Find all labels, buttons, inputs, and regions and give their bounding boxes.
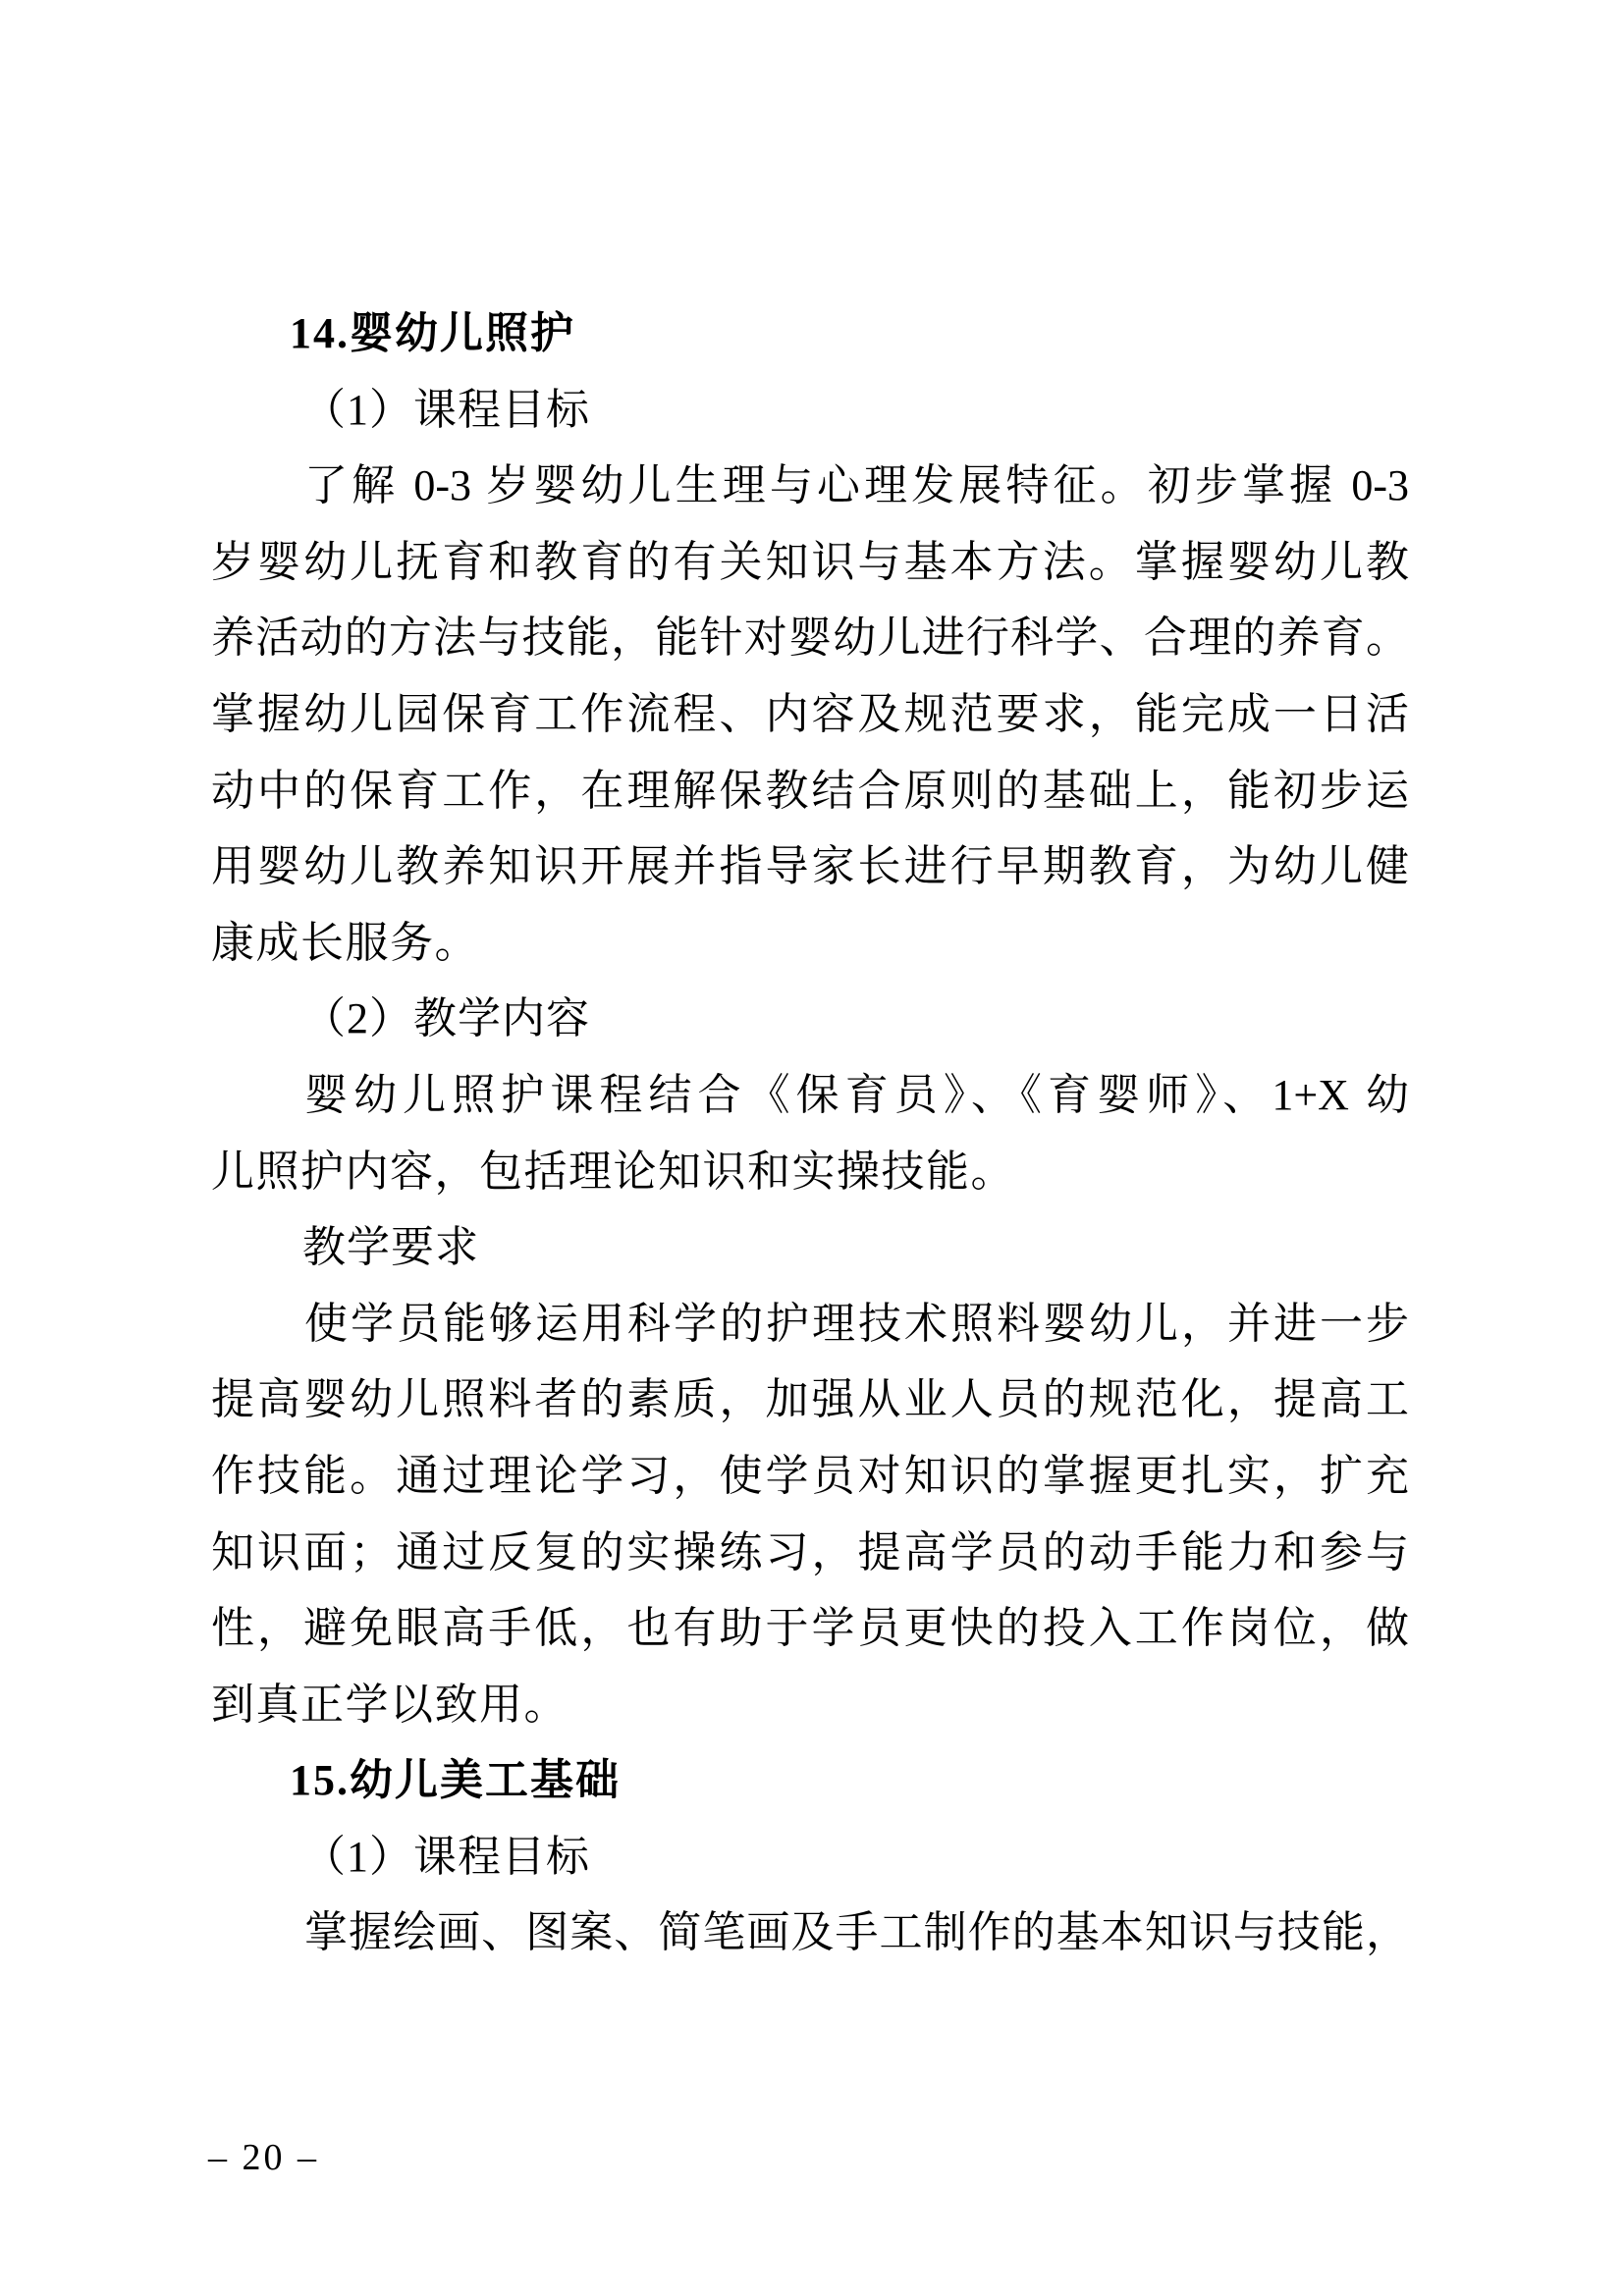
- text-line: 掌握绘画、图案、简笔画及手工制作的基本知识与技能，: [304, 1908, 1409, 1957]
- text-line: 提高婴幼儿照料者的素质，加强从业人员的规范化，提高工: [211, 1375, 1409, 1424]
- text-line: 养活动的方法与技能，能针对婴幼儿进行科学、合理的养育。: [211, 614, 1409, 663]
- subheading-teaching-requirements: 教学要求: [302, 1223, 479, 1272]
- section-heading-14: 14.婴幼儿照护: [290, 309, 575, 357]
- text-line: 动中的保育工作，在理解保教结合原则的基础上，能初步运: [211, 766, 1409, 815]
- document-body: [211, 295, 1409, 1971]
- text-line: 了解 0-3 岁婴幼儿生理与心理发展特征。初步掌握 0-3: [304, 461, 1409, 510]
- text-line: 康成长服务。: [211, 918, 479, 967]
- text-line: 知识面；通过反复的实操练习，提高学员的动手能力和参与: [211, 1527, 1409, 1576]
- text-line: 岁婴幼儿抚育和教育的有关知识与基本方法。掌握婴幼儿教: [211, 537, 1409, 586]
- section-heading-15: 15.幼儿美工基础: [290, 1756, 621, 1805]
- page-number: – 20 –: [208, 2137, 319, 2178]
- subheading-course-goal: （1）课程目标: [302, 1832, 590, 1881]
- text-line: 性，避免眼高手低，也有助于学员更快的投入工作岗位，做: [211, 1604, 1409, 1653]
- text-line: 儿照护内容，包括理论知识和实操技能。: [211, 1147, 1015, 1196]
- text-line: 用婴幼儿教养知识开展并指导家长进行早期教育，为幼儿健: [211, 842, 1409, 891]
- text-line: 使学员能够运用科学的护理技术照料婴幼儿，并进一步: [304, 1299, 1409, 1348]
- text-line: 掌握幼儿园保育工作流程、内容及规范要求，能完成一日活: [211, 689, 1409, 738]
- text-line: 作技能。通过理论学习，使学员对知识的掌握更扎实，扩充: [211, 1451, 1409, 1500]
- subheading-course-goal: （1）课程目标: [302, 385, 590, 434]
- text-line: 到真正学以致用。: [211, 1680, 568, 1729]
- subheading-teaching-content: （2）教学内容: [302, 994, 590, 1043]
- text-line: 婴幼儿照护课程结合《保育员》、《育婴师》、1+X 幼: [304, 1070, 1409, 1119]
